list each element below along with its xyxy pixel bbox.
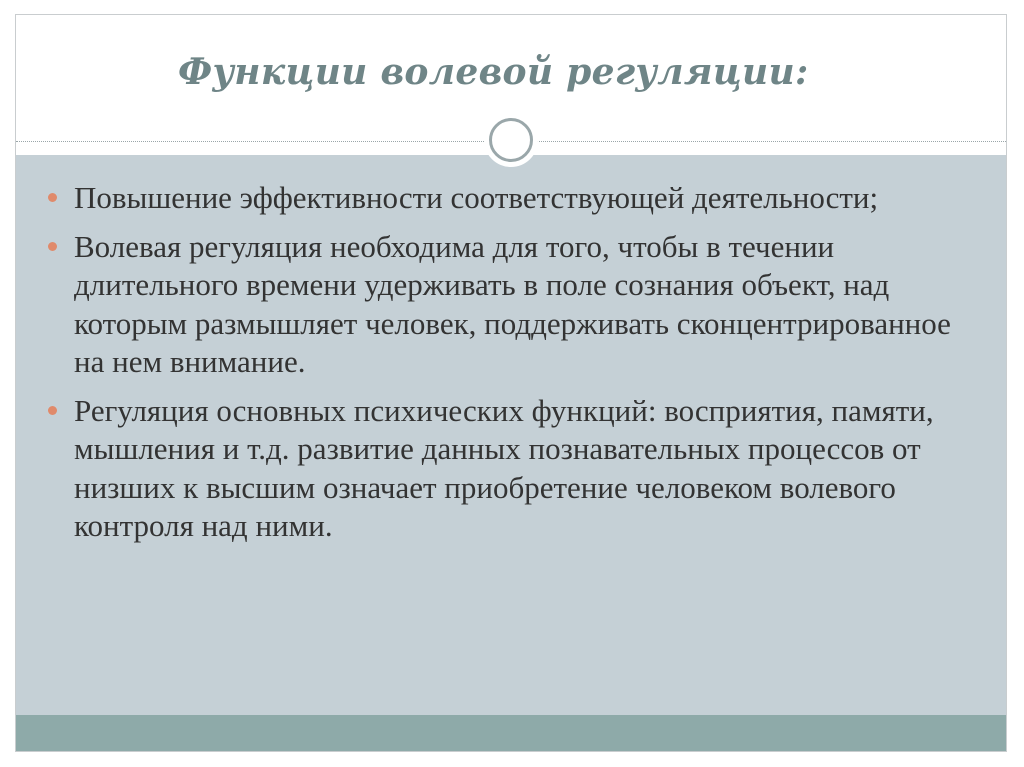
bullet-text: Повышение эффективности соответствующей деятельности; bbox=[74, 180, 879, 215]
bullet-dot-icon bbox=[48, 242, 57, 251]
bullet-text: Регуляция основных психических функций: восприятия, памяти, мышления и т.д. развитие данных познавательных процессов от низших к высшим означает приобретение человеком волевого контроля над ними. bbox=[74, 392, 934, 543]
bullet-item bbox=[48, 179, 978, 218]
circle-ornament-inner bbox=[489, 118, 533, 162]
bullet-list bbox=[48, 179, 978, 556]
bullet-text: Волевая регуляция необходима для того, чтобы в течении длительного времени удерживать в поле сознания объект, над которым размышляет человек, поддерживать сконцентрированное на нем внимание. bbox=[74, 228, 951, 379]
slide-title: Функции волевой регуляции: bbox=[178, 51, 809, 93]
footer-band bbox=[16, 715, 1006, 751]
bullet-dot-icon bbox=[48, 193, 57, 202]
slide bbox=[15, 14, 1007, 752]
circle-ornament-icon bbox=[484, 113, 538, 167]
bullet-item bbox=[48, 392, 978, 546]
bullet-item bbox=[48, 228, 978, 382]
bullet-dot-icon bbox=[48, 406, 57, 415]
